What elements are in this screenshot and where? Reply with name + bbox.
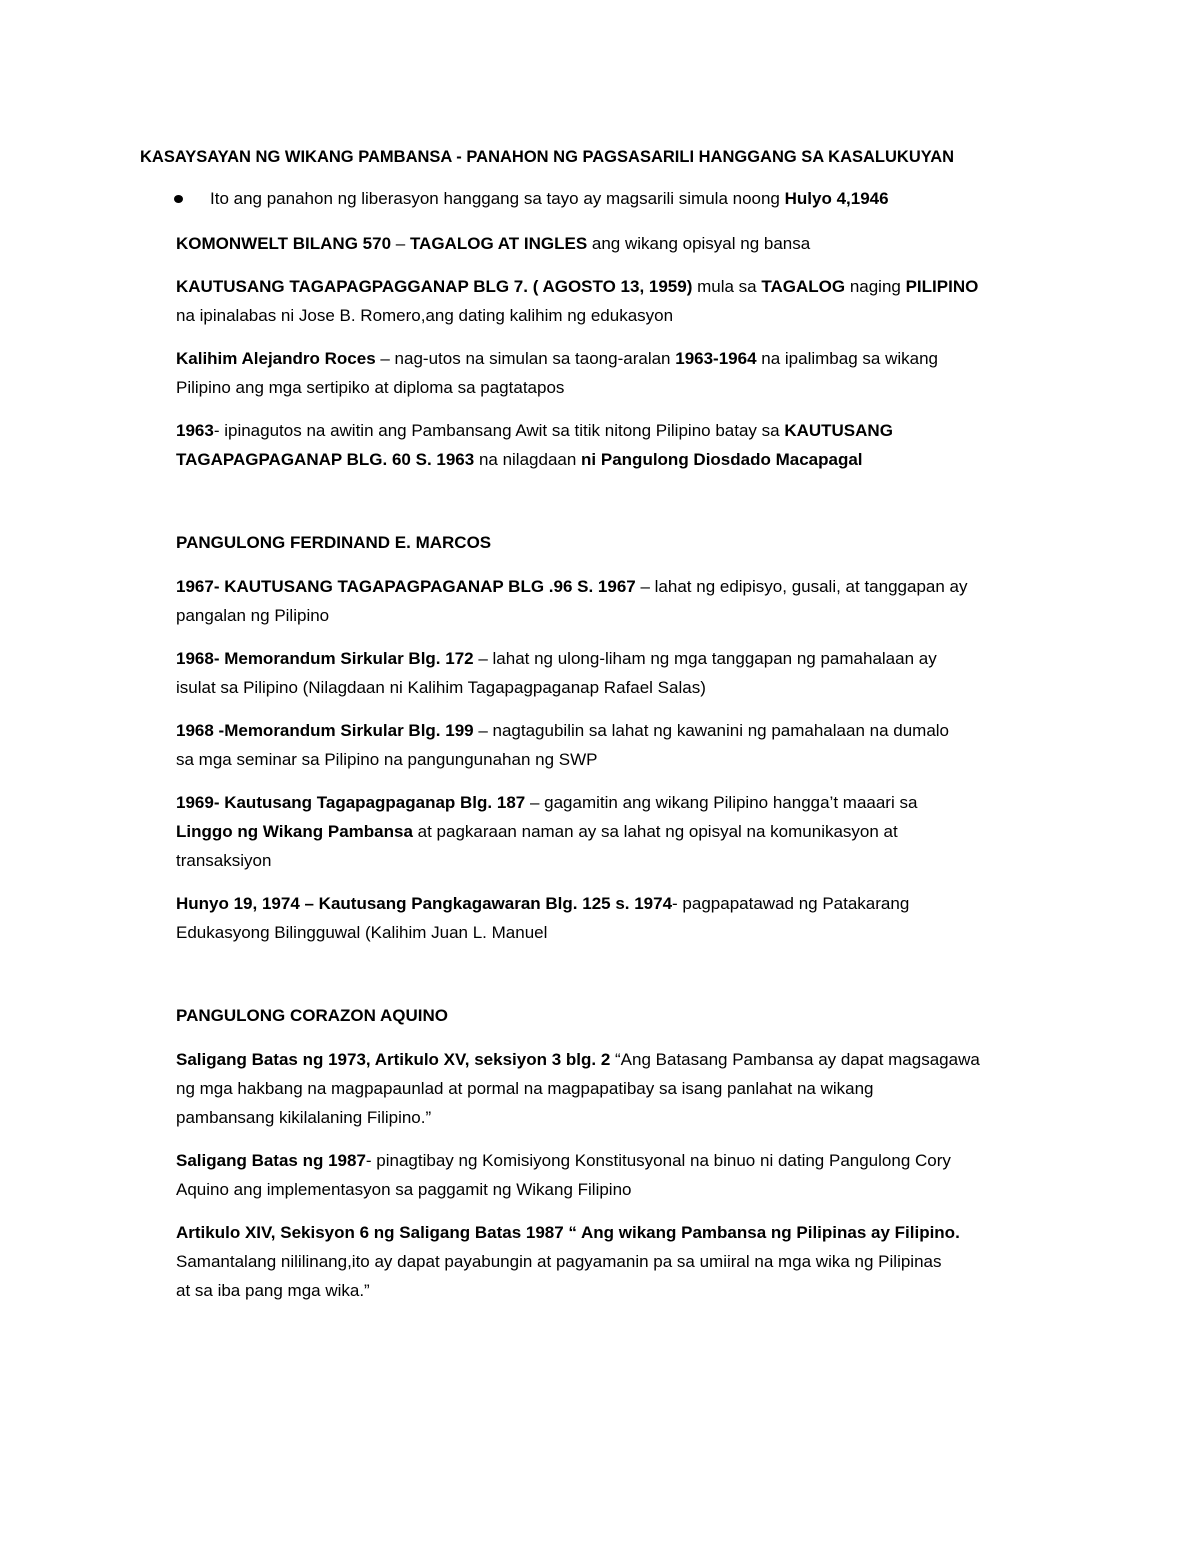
section-heading-marcos: PANGULONG FERDINAND E. MARCOS [176, 533, 492, 552]
bold-text: 1968- Memorandum Sirkular Blg. 172 [176, 649, 474, 668]
section-heading-aquino: PANGULONG CORAZON AQUINO [176, 1006, 448, 1025]
paragraph-line [176, 889, 1076, 918]
paragraph-line: transaksiyon [176, 851, 272, 870]
text: - pagpapatawad ng Patakarang [672, 894, 910, 913]
bold-text: 1969- Kautusang Tagapagpaganap Blg. 187 [176, 793, 526, 812]
text: – gagamitin ang wikang Pilipino hangga’t maaari sa [525, 793, 918, 812]
paragraph-line: pambansang kikilalaning Filipino.” [176, 1108, 432, 1127]
bold-text: Hunyo 19, 1974 – Kautusang Pangkagawaran Blg. 125 s. 1974 [176, 894, 673, 913]
bullet-item [210, 187, 1200, 211]
paragraph-line: na ipinalabas ni Jose B. Romero,ang dating kalihim ng edukasyon [176, 306, 674, 325]
paragraph-line: at sa iba pang mga wika.” [176, 1281, 370, 1300]
paragraph-line: ng mga hakbang na magpapaunlad at pormal na magpapatibay sa isang panlahat na wikang [176, 1079, 874, 1098]
paragraph-line [176, 272, 1076, 301]
document-body [0, 146, 1200, 1319]
bold-text: KAUTUSANG [784, 421, 893, 440]
bold-text: TAGALOG AT INGLES [409, 234, 588, 253]
bold-text: ni Pangulong Diosdado Macapagal [581, 450, 863, 469]
bold-text: TAGAPAGPAGANAP BLG. 60 S. 1963 [176, 450, 475, 469]
bold-text: KOMONWELT BILANG 570 [176, 234, 392, 253]
bullet-text: Ito ang panahon ng liberasyon hanggang sa tayo ay magsarili simula noong [210, 189, 785, 208]
paragraph-line [176, 1146, 1076, 1175]
text: naging [845, 277, 906, 296]
paragraph-line: isulat sa Pilipino (Nilagdaan ni Kalihim Tagapagpaganap Rafael Salas) [176, 678, 706, 697]
paragraph-1963 [176, 416, 1076, 474]
paragraph-saligang-1987 [176, 1146, 1076, 1204]
bold-text: Saligang Batas ng 1973, Artikulo XV, seksiyon 3 blg. 2 [176, 1050, 611, 1069]
paragraph-1968-199 [176, 716, 1076, 774]
bold-text: 1963 [176, 421, 214, 440]
text: – lahat ng edipisyo, gusali, at tanggapan ay [635, 577, 968, 596]
paragraph-roces [176, 344, 1076, 402]
paragraph-line: Samantalang nililinang,ito ay dapat payabungin at pagyamanin pa sa umiiral na mga wika ng Pilipinas [176, 1252, 942, 1271]
bold-text: TAGALOG [761, 277, 846, 296]
paragraph-line [176, 788, 1076, 817]
paragraph-line [176, 416, 1076, 445]
text: – nag-utos na simulan sa taong-aralan [375, 349, 676, 368]
bold-text: KAUTUSANG TAGAPAGPAGGANAP BLG 7. ( AGOSTO 13, 1959) [176, 277, 693, 296]
paragraph-line: Edukasyong Bilingguwal (Kalihim Juan L. Manuel [176, 923, 548, 942]
text: - ipinagutos na awitin ang Pambansang Awit sa titik nitong Pilipino batay sa [213, 421, 785, 440]
paragraph-line: pangalan ng Pilipino [176, 606, 330, 625]
paragraph-1969 [176, 788, 1076, 875]
paragraph-line [176, 344, 1076, 373]
paragraph-line [176, 817, 1076, 846]
paragraph-1974 [176, 889, 1076, 947]
text: - pinagtibay ng Komisiyong Konstitusyonal na binuo ni dating Pangulong Cory [365, 1151, 951, 1170]
bold-text: Artikulo XIV, Sekisyon 6 ng Saligang Batas 1987 “ Ang wikang Pambansa ng Pilipinas ay Filipino. [176, 1223, 960, 1242]
paragraph-1967 [176, 572, 1076, 630]
paragraph-line [176, 716, 1076, 745]
paragraph-line [176, 572, 1076, 601]
bold-text: Saligang Batas ng 1987 [176, 1151, 366, 1170]
paragraph-1968-172 [176, 644, 1076, 702]
paragraph-line [176, 1218, 1076, 1247]
paragraph-line: sa mga seminar sa Pilipino na pangungunahan ng SWP [176, 750, 598, 769]
bold-text: Linggo ng Wikang Pambansa [176, 822, 413, 841]
document-title: KASAYSAYAN NG WIKANG PAMBANSA - PANAHON NG PAGSASARILI HANGGANG SA KASALUKUYAN [140, 148, 955, 166]
paragraph-artikulo-xiv [176, 1218, 1076, 1305]
spacer [0, 961, 1200, 1004]
paragraph-line: Aquino ang implementasyon sa paggamit ng Wikang Filipino [176, 1180, 632, 1199]
paragraph-kautusang-blg7 [176, 272, 1076, 330]
text: at pagkaraan naman ay sa lahat ng opisyal na komunikasyon at [412, 822, 898, 841]
text: – lahat ng ulong-liham ng mga tanggapan ng pamahalaan ay [473, 649, 937, 668]
bold-text: Kalihim Alejandro Roces [176, 349, 376, 368]
bold-text: 1967- KAUTUSANG TAGAPAGPAGANAP BLG .96 S. 1967 [176, 577, 636, 596]
text: – [391, 234, 410, 253]
text: mula sa [692, 277, 762, 296]
bullet-icon [174, 195, 183, 203]
bold-text: PILIPINO [905, 277, 979, 296]
text: na nilagdaan [474, 450, 582, 469]
spacer [0, 488, 1200, 531]
bold-text: 1963-1964 [675, 349, 757, 368]
paragraph-komonwelt [176, 229, 1076, 258]
paragraph-line [176, 1045, 1076, 1074]
text: “Ang Batasang Pambansa ay dapat magsagawa [610, 1050, 980, 1069]
paragraph-line [176, 445, 1076, 474]
paragraph-line [176, 644, 1076, 673]
bullet-date: Hulyo 4,1946 [784, 189, 889, 208]
text: na ipalimbag sa wikang [756, 349, 938, 368]
text: ang wikang opisyal ng bansa [587, 234, 811, 253]
paragraph-line: Pilipino ang mga sertipiko at diploma sa pagtatapos [176, 378, 565, 397]
text: – nagtagubilin sa lahat ng kawanini ng pamahalaan na dumalo [473, 721, 950, 740]
paragraph-line [176, 229, 1076, 258]
bold-text: 1968 -Memorandum Sirkular Blg. 199 [176, 721, 474, 740]
paragraph-saligang-1973 [176, 1045, 1076, 1132]
